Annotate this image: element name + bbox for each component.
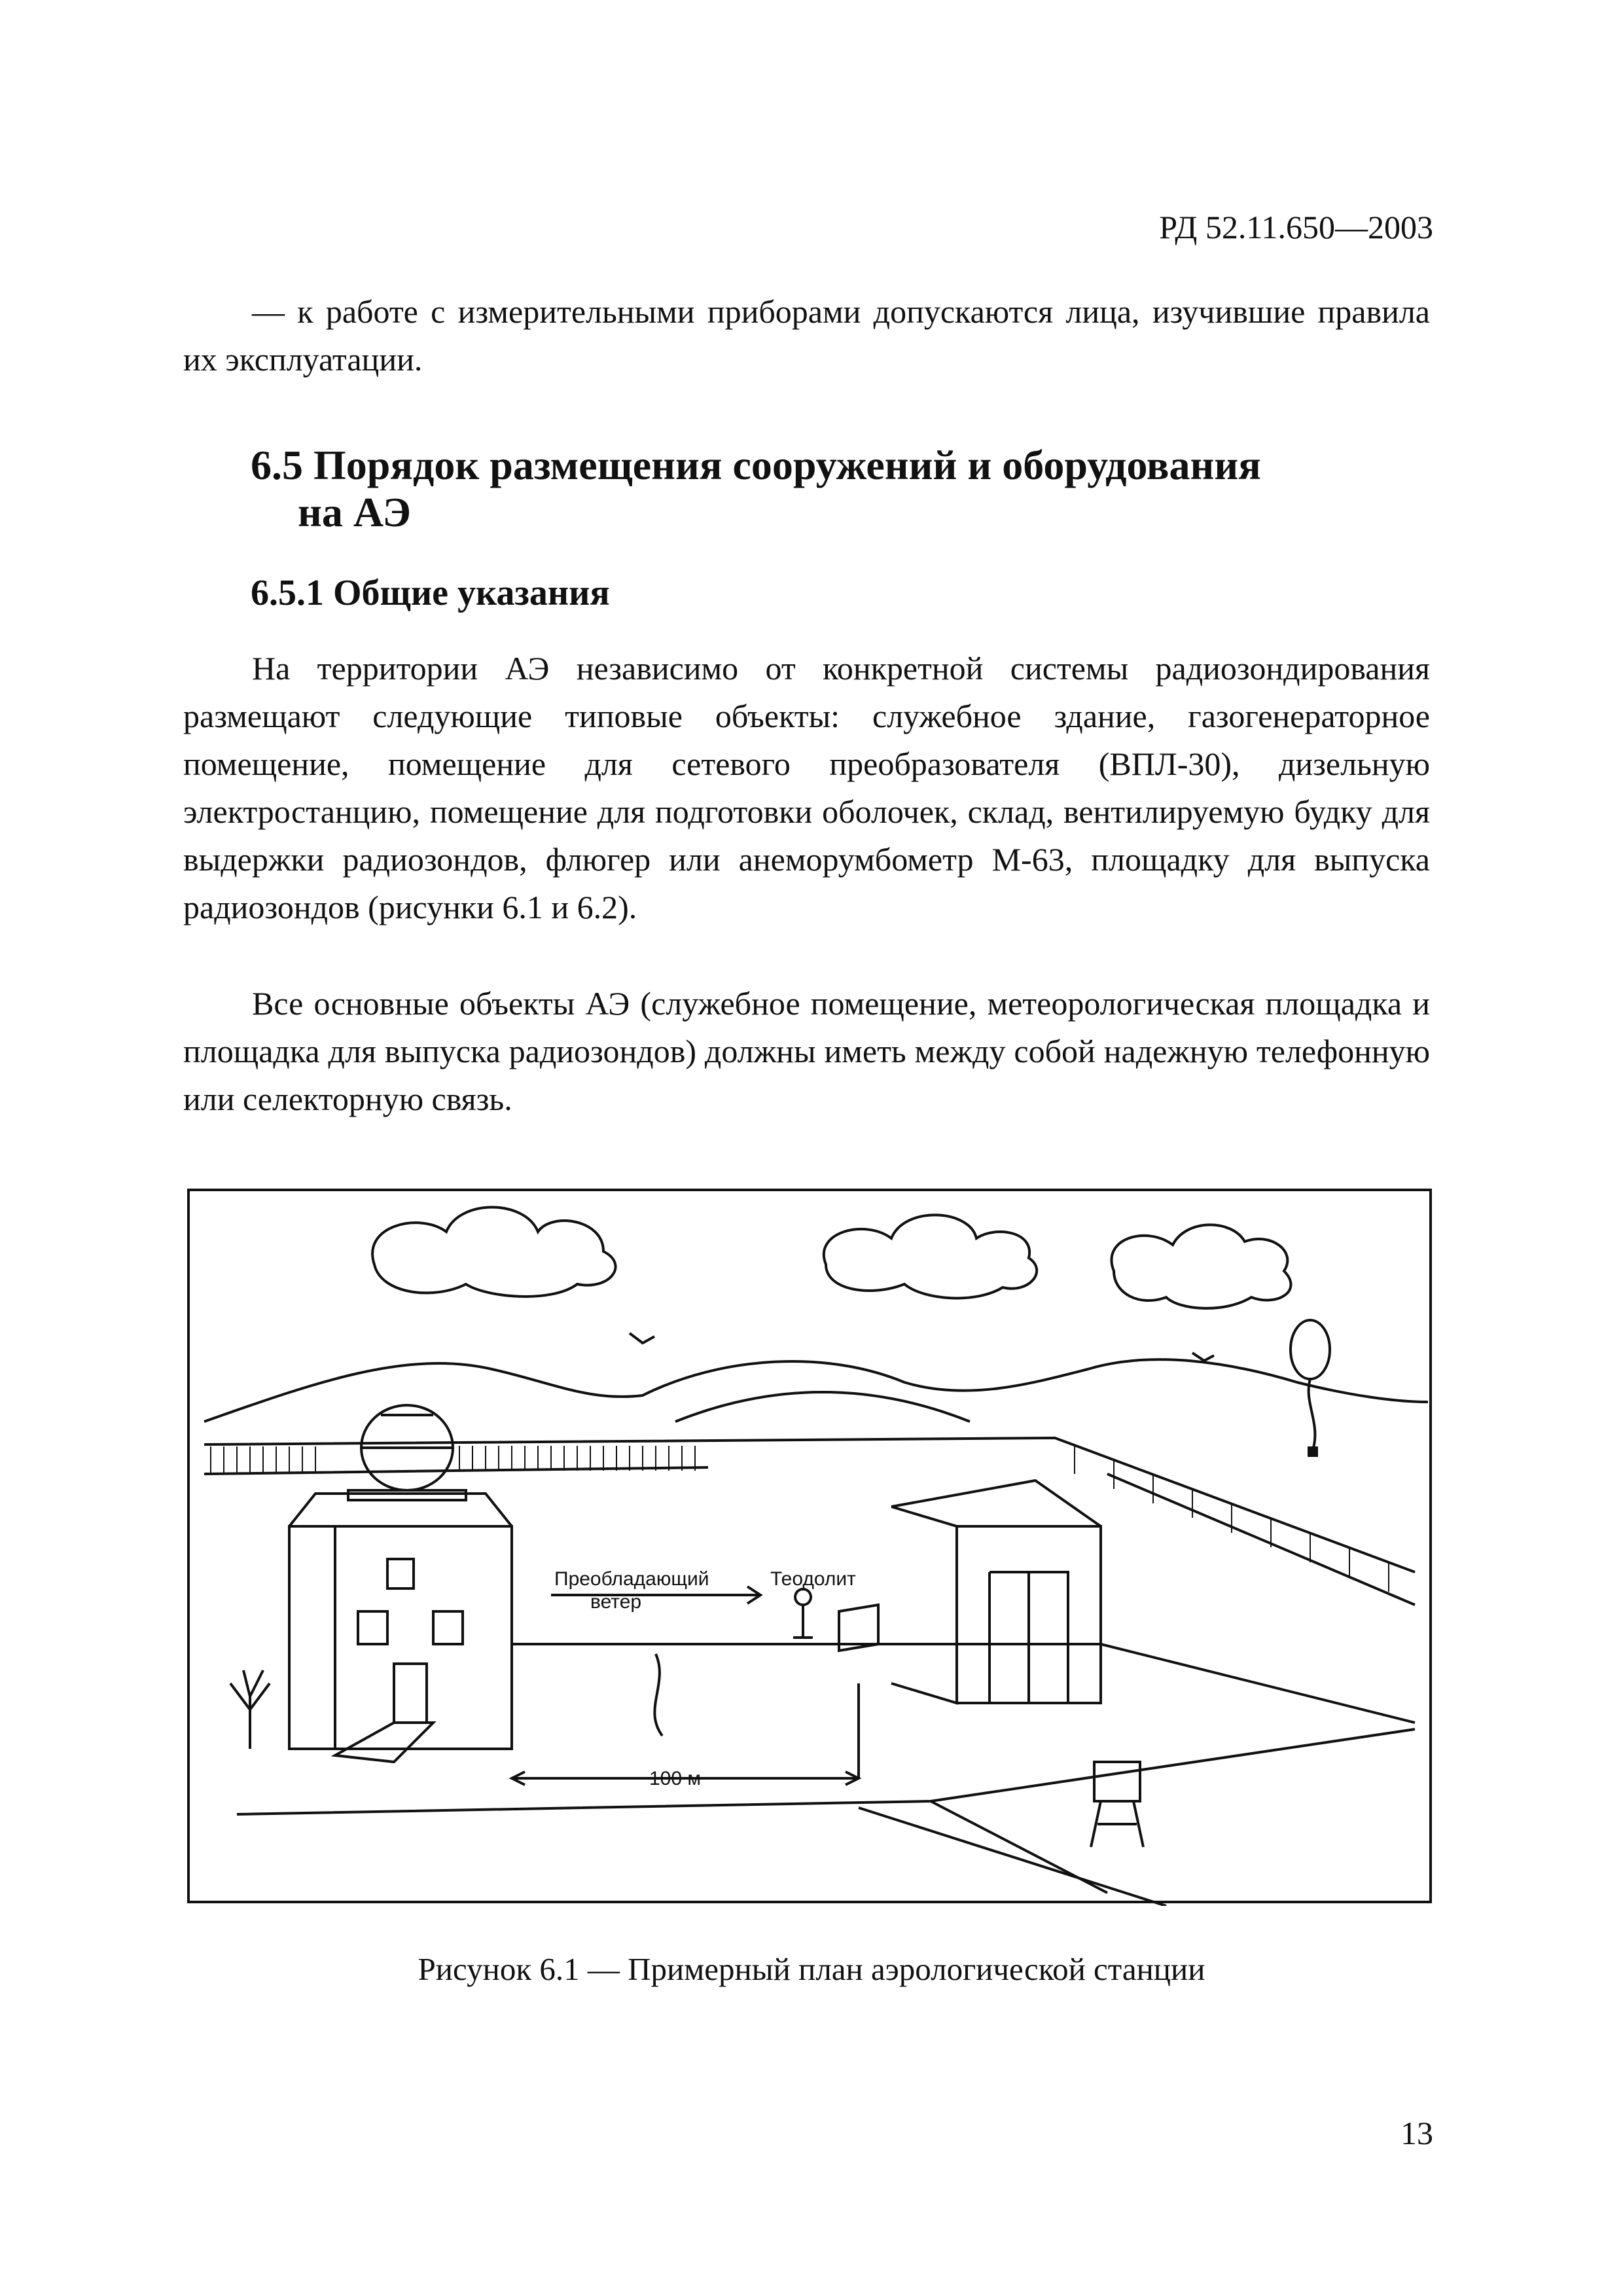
intro-line-1: — к работе с измерительными приборами допускаются лица, [252,293,1140,330]
bird-1 [630,1333,654,1343]
label-distance: 100 м [649,1768,702,1789]
label-wind-line-2: ветер [590,1591,642,1613]
intro-line-2: изучившие правила их эксплуатации. [183,293,1431,378]
building-roof [289,1494,512,1526]
cloud-left [372,1208,615,1297]
label-wind-line-1: Преобладающий [554,1568,709,1590]
label-theodolite: Теодолит [770,1568,856,1590]
figure-frame [188,1190,1431,1902]
dome-base [348,1490,466,1500]
section-title-line-1: 6.5 Порядок размещения сооружений и оборудования [251,442,1261,488]
theodolite [793,1589,813,1638]
cloud-right [1111,1225,1291,1308]
platform-edge [859,1808,1166,1906]
section-title [251,442,1396,536]
wavy-path [654,1654,662,1736]
generator-side [891,1507,957,1703]
balloon [1291,1320,1330,1379]
generator-roof [891,1480,1101,1526]
window-left [358,1611,387,1644]
platform-outline [931,1801,1107,1893]
window-top [387,1559,414,1588]
paragraph-communication: Все основные объекты АЭ (служебное помещение, метеорологическая площадка и площадка для выпуска радиозондов) должны иметь между собой надежную телефонную или селекторную связь. [183,985,1430,1117]
stairs [335,1723,433,1762]
hill-2 [675,1392,970,1422]
booth [1094,1762,1140,1801]
intro-paragraph [183,288,1430,384]
fence-top [204,1438,1415,1572]
generator-doors [990,1572,1068,1703]
radiosonde [1309,1448,1317,1456]
door [394,1664,427,1723]
tree [230,1670,270,1749]
paragraph-objects: На территории АЭ независимо от конкретной системы радиозондирования размещают следующие типовые объекты: служебное здание, газогенераторное помещение, помещение для сетевого преобразователя (ВПЛ-30), дизельную электростанцию, помещение для подготовки оболочек, склад, вентилируемую будку для выдержки радиозондов, флюгер или анеморумбометр М-63, площадку для выпуска радиозондов (рисунки 6.1 и 6.2). [183,650,1430,925]
subsection-title: 6.5.1 Общие указания [251,573,610,613]
figure-caption: Рисунок 6.1 — Примерный план аэрологической станции [418,1951,1205,1987]
balloon-string [1309,1379,1315,1448]
station-plan-figure [185,1186,1435,1906]
path-main [512,1644,1415,1723]
booth-legs [1091,1801,1143,1847]
cloud-middle [824,1215,1037,1298]
document-code: РД 52.11.650—2003 [1159,209,1433,245]
bird-2 [1192,1353,1214,1361]
section-title-line-2: на АЭ [298,489,411,535]
page-number: 13 [1400,2115,1433,2151]
hills [204,1359,1428,1422]
window-right [433,1611,463,1644]
station-plan-drawing [185,1186,1435,1906]
